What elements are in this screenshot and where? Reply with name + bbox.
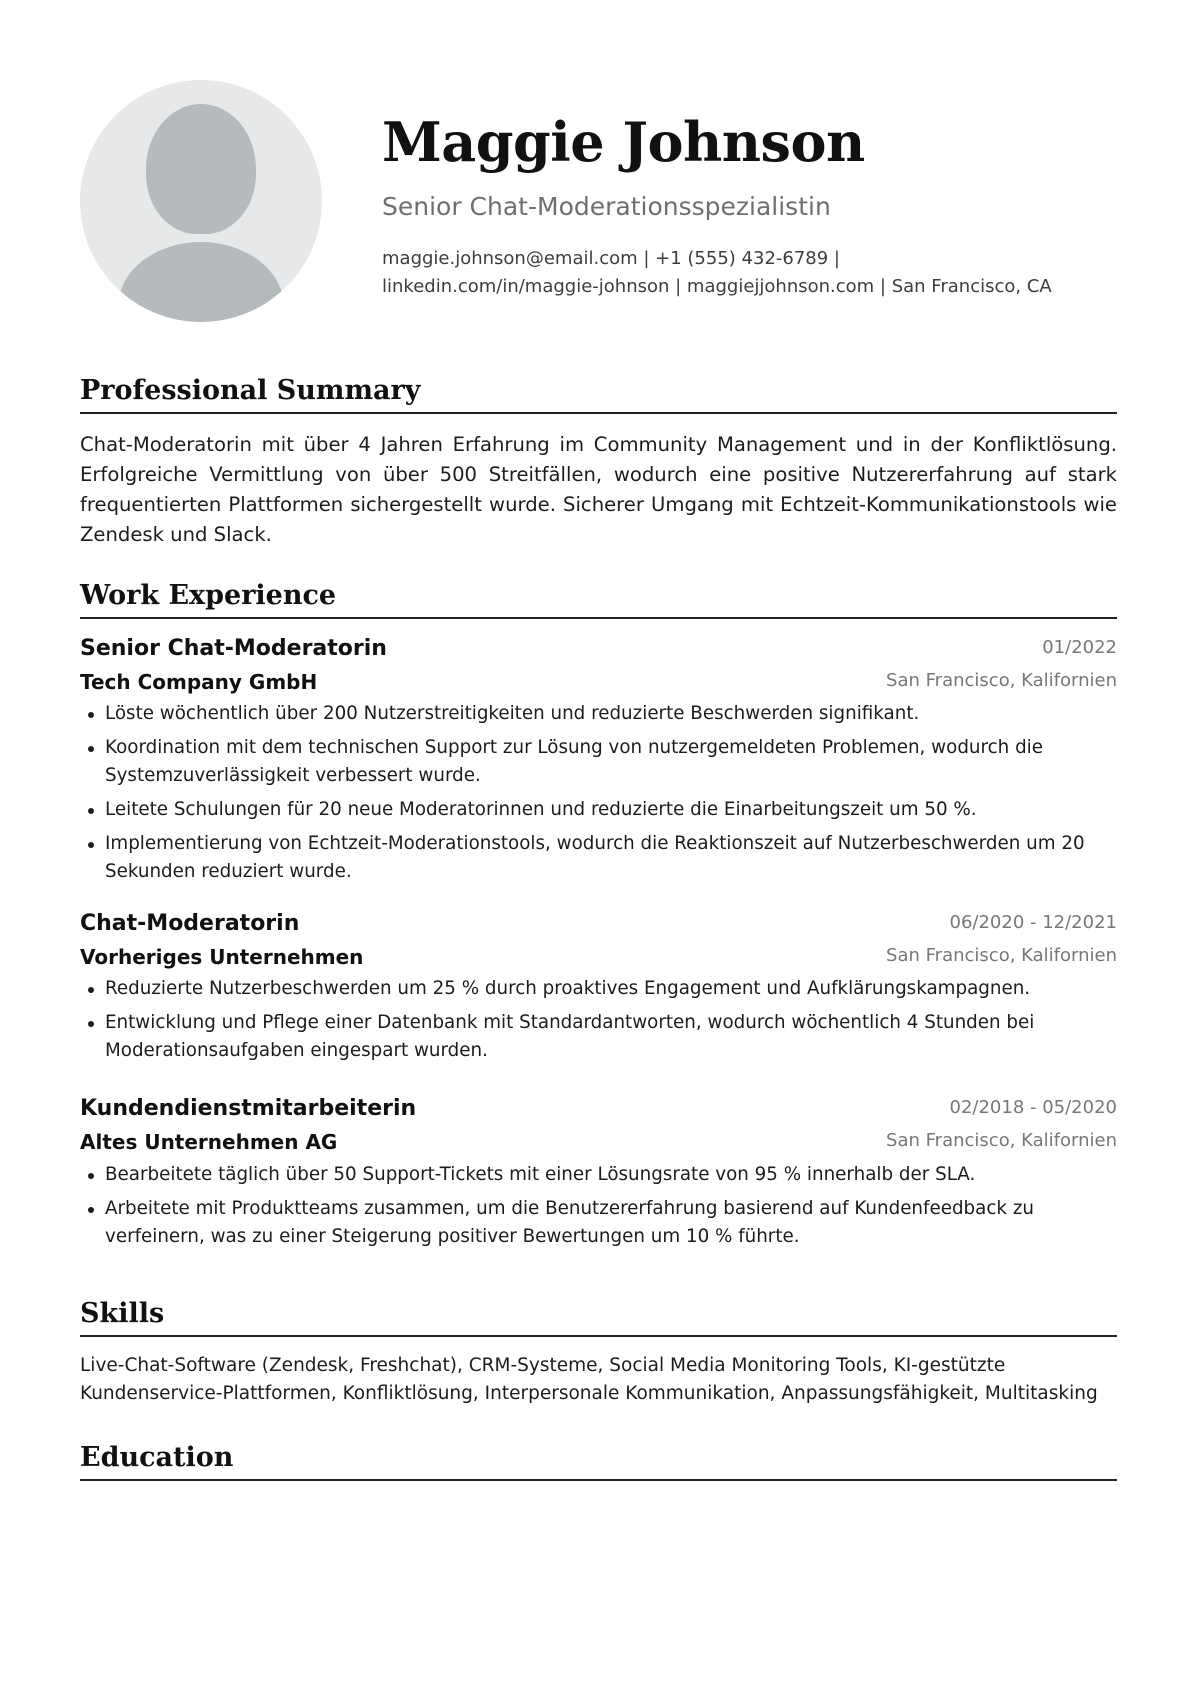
section-title-experience: Work Experience [80, 580, 337, 611]
job-title: Senior Chat-Moderatorin [80, 636, 387, 661]
job-bullets [80, 975, 1117, 1071]
contact-info [382, 245, 1142, 301]
job-company: Tech Company GmbH [80, 670, 318, 694]
bullet-item: Arbeitete mit Produktteams zusammen, um die Benutzererfahrung basierend auf Kundenfeedback zu verfeinern, was zu einer Steigerung positiver Bewertungen um 10 % führte. [80, 1195, 1117, 1251]
job-company: Vorheriges Unternehmen [80, 945, 364, 969]
job-date: 01/2022 [1042, 637, 1117, 658]
section-divider [80, 1479, 1117, 1481]
bullet-item: Reduzierte Nutzerbeschwerden um 25 % durch proaktives Engagement und Aufklärungskampagnen. [80, 975, 1117, 1003]
section-title-summary: Professional Summary [80, 375, 421, 406]
avatar-head-shape [146, 104, 256, 234]
section-title-education: Education [80, 1442, 234, 1473]
candidate-headline: Senior Chat-Moderationsspezialistin [382, 192, 831, 221]
section-divider [80, 412, 1117, 414]
bullet-item: Leitete Schulungen für 20 neue Moderatorinnen und reduzierte die Einarbeitungszeit um 50 %. [80, 796, 1117, 824]
bullet-item: Löste wöchentlich über 200 Nutzerstreitigkeiten und reduzierte Beschwerden signifikant. [80, 700, 1117, 728]
section-title-skills: Skills [80, 1298, 165, 1329]
avatar-body-shape [118, 242, 284, 322]
contact-line-1: maggie.johnson@email.com | +1 (555) 432-6789 | [382, 248, 840, 269]
bullet-item: Entwicklung und Pflege einer Datenbank mit Standardantworten, wodurch wöchentlich 4 Stunden bei Moderationsaufgaben eingespart wurden. [80, 1009, 1117, 1065]
section-divider [80, 1335, 1117, 1337]
job-location: San Francisco, Kalifornien [886, 1130, 1117, 1151]
job-location: San Francisco, Kalifornien [886, 670, 1117, 691]
bullet-item: Bearbeitete täglich über 50 Support-Tickets mit einer Lösungsrate von 95 % innerhalb der SLA. [80, 1161, 1117, 1189]
section-divider [80, 617, 1117, 619]
contact-line-2: linkedin.com/in/maggie-johnson | maggiejjohnson.com | San Francisco, CA [382, 276, 1052, 297]
avatar-placeholder-icon [80, 80, 322, 322]
job-company: Altes Unternehmen AG [80, 1130, 338, 1154]
job-bullets [80, 700, 1117, 892]
summary-text: Chat-Moderatorin mit über 4 Jahren Erfahrung im Community Management und in der Konfliktlösung. Erfolgreiche Vermittlung von über 500 Streitfällen, wodurch eine positive Nutzererfahrung auf stark frequentierten Plattformen sichergestellt wurde. Sicherer Umgang mit Echtzeit-Kommunikationstools wie Zendesk und Slack. [80, 433, 1117, 546]
job-location: San Francisco, Kalifornien [886, 945, 1117, 966]
candidate-name: Maggie Johnson [382, 110, 865, 174]
job-date: 06/2020 - 12/2021 [949, 912, 1117, 933]
job-title: Chat-Moderatorin [80, 911, 300, 936]
job-bullets [80, 1161, 1117, 1257]
bullet-item: Koordination mit dem technischen Support zur Lösung von nutzergemeldeten Problemen, wodurch die Systemzuverlässigkeit verbessert wurde. [80, 734, 1117, 790]
job-date: 02/2018 - 05/2020 [949, 1097, 1117, 1118]
job-title: Kundendienstmitarbeiterin [80, 1096, 417, 1121]
skills-text: Live-Chat-Software (Zendesk, Freshchat), CRM-Systeme, Social Media Monitoring Tools, KI-gestützte Kundenservice-Plattformen, Konfliktlösung, Interpersonale Kommunikation, Anpassungsfähigkeit, Multitasking [80, 1355, 1098, 1404]
bullet-item: Implementierung von Echtzeit-Moderationstools, wodurch die Reaktionszeit auf Nutzerbeschwerden um 20 Sekunden reduziert wurde. [80, 830, 1117, 886]
